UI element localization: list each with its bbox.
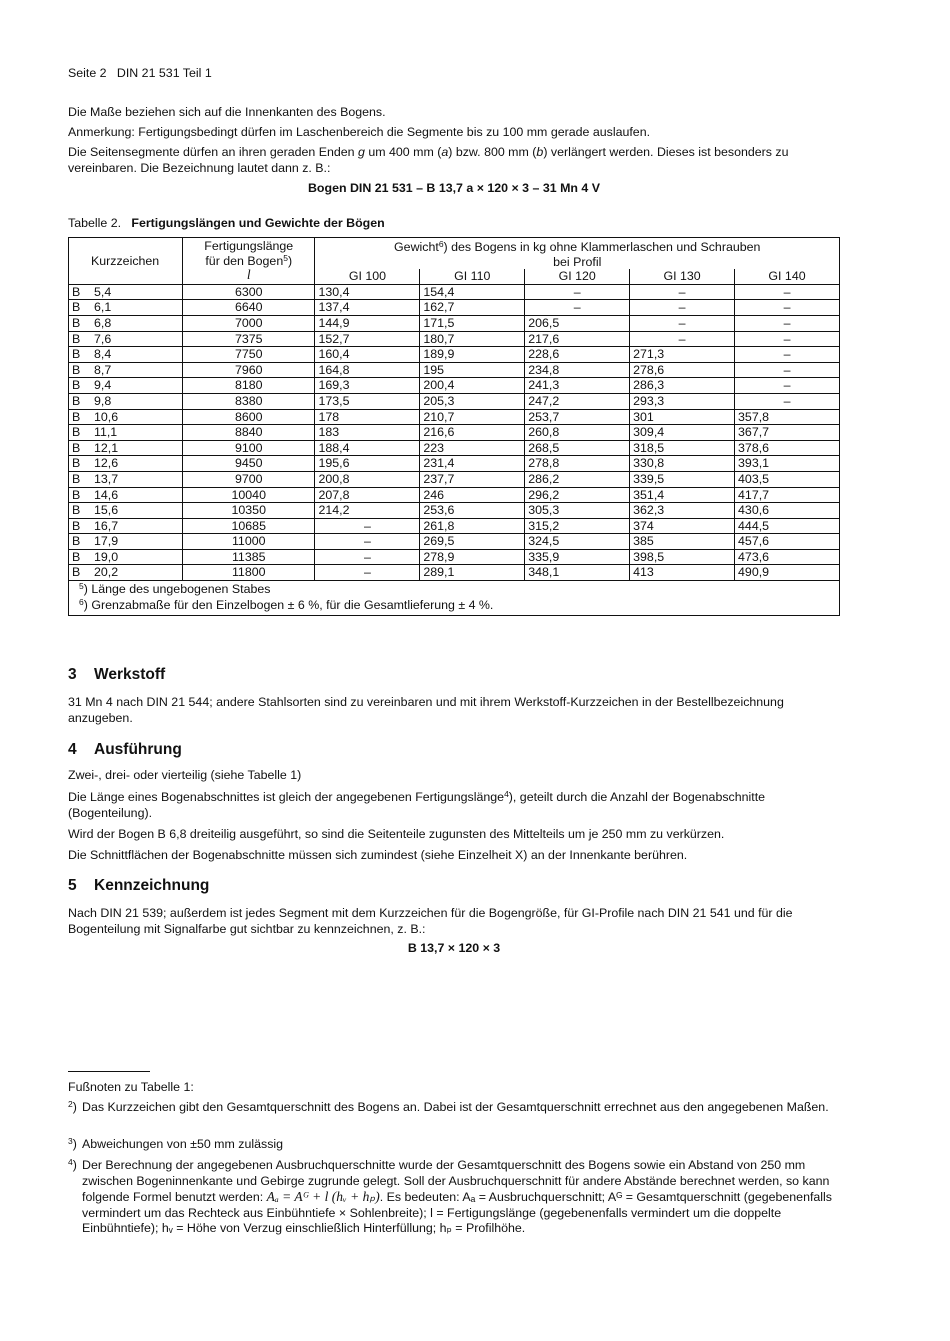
- cell-fertigungslaenge: 7960: [183, 362, 315, 378]
- table-row: [69, 565, 840, 581]
- cell-kurzzeichen: B 6,1: [69, 300, 183, 316]
- table-row: [69, 549, 840, 565]
- cell-fertigungslaenge: 9700: [183, 471, 315, 487]
- table-row: [69, 471, 840, 487]
- cell-gewicht-gi-120: 335,9: [525, 549, 630, 565]
- table-fertigungslaengen: [68, 237, 840, 616]
- cell-gewicht-gi-110: 237,7: [420, 471, 525, 487]
- table-row: [69, 315, 840, 331]
- section-4-paragraph-3: Wird der Bogen B 6,8 dreiteilig ausgeführt, so sind die Seitenteile zugunsten des Mittelteils um je 250 mm zu verkürzen.: [68, 827, 725, 841]
- cell-gewicht-gi-120: 247,2: [525, 393, 630, 409]
- table-row: [69, 378, 840, 394]
- cell-gewicht-gi-130: –: [630, 315, 735, 331]
- cell-gewicht-gi-110: 200,4: [420, 378, 525, 394]
- cell-gewicht-gi-130: –: [630, 284, 735, 300]
- section-4-heading: 4 Ausführung: [68, 741, 182, 758]
- cell-fertigungslaenge: 9100: [183, 440, 315, 456]
- cell-gewicht-gi-110: 289,1: [420, 565, 525, 581]
- header-fertigungslaenge: Fertigungslänge für den Bogen$^5$) l: [183, 238, 315, 285]
- cell-gewicht-gi-100: –: [315, 565, 420, 581]
- cell-gewicht-gi-130: 413: [630, 565, 735, 581]
- cell-gewicht-gi-110: 189,9: [420, 347, 525, 363]
- cell-gewicht-gi-120: 296,2: [525, 487, 630, 503]
- cell-kurzzeichen: B 9,8: [69, 393, 183, 409]
- cell-kurzzeichen: B 9,4: [69, 378, 183, 394]
- table-header-row-1: [69, 238, 840, 255]
- footnote-2: $^2$) Das Kurzzeichen gibt den Gesamtquerschnitt des Bogens an. Dabei ist der Gesamtquerschnitt errechnet aus den angegebenen Maßen.: [68, 1099, 829, 1114]
- table-row: [69, 425, 840, 441]
- cell-gewicht-gi-130: –: [630, 300, 735, 316]
- section-5-heading: 5 Kennzeichnung: [68, 877, 210, 894]
- cell-gewicht-gi-120: 241,3: [525, 378, 630, 394]
- cell-fertigungslaenge: 11385: [183, 549, 315, 565]
- cell-gewicht-gi-100: –: [315, 534, 420, 550]
- cell-gewicht-gi-140: 367,7: [735, 425, 840, 441]
- table-footnote-5: $^5$) Länge des ungebogenen Stabes: [69, 581, 840, 598]
- cell-gewicht-gi-120: 348,1: [525, 565, 630, 581]
- cell-fertigungslaenge: 11000: [183, 534, 315, 550]
- cell-gewicht-gi-140: –: [735, 300, 840, 316]
- cell-fertigungslaenge: 10040: [183, 487, 315, 503]
- table-row: [69, 393, 840, 409]
- cell-gewicht-gi-100: –: [315, 518, 420, 534]
- cell-gewicht-gi-110: 246: [420, 487, 525, 503]
- cell-kurzzeichen: B 12,1: [69, 440, 183, 456]
- cell-gewicht-gi-140: 357,8: [735, 409, 840, 425]
- cell-gewicht-gi-110: 205,3: [420, 393, 525, 409]
- cell-gewicht-gi-100: 195,6: [315, 456, 420, 472]
- footnotes-heading: Fußnoten zu Tabelle 1:: [68, 1080, 194, 1094]
- cell-gewicht-gi-140: –: [735, 378, 840, 394]
- table-row: [69, 300, 840, 316]
- cell-gewicht-gi-110: 223: [420, 440, 525, 456]
- cell-gewicht-gi-140: 490,9: [735, 565, 840, 581]
- cell-gewicht-gi-100: 214,2: [315, 503, 420, 519]
- table-row: [69, 284, 840, 300]
- cell-gewicht-gi-120: 315,2: [525, 518, 630, 534]
- section-5-example: B 13,7 × 120 × 3: [407, 941, 501, 955]
- cell-kurzzeichen: B 5,4: [69, 284, 183, 300]
- cell-gewicht-gi-120: 253,7: [525, 409, 630, 425]
- cell-gewicht-gi-130: 330,8: [630, 456, 735, 472]
- cell-gewicht-gi-120: 260,8: [525, 425, 630, 441]
- intro-paragraph-2: Anmerkung: Fertigungsbedingt dürfen im Laschenbereich die Segmente bis zu 100 mm gerade auslaufen.: [68, 125, 651, 139]
- cell-gewicht-gi-130: 385: [630, 534, 735, 550]
- cell-kurzzeichen: B 16,7: [69, 518, 183, 534]
- cell-fertigungslaenge: 6640: [183, 300, 315, 316]
- cell-gewicht-gi-100: 169,3: [315, 378, 420, 394]
- table-footnote-6: $^6$) Grenzabmaße für den Einzelbogen ± 6 %, für die Gesamtlieferung ± 4 %.: [69, 598, 840, 616]
- cell-gewicht-gi-140: 393,1: [735, 456, 840, 472]
- cell-fertigungslaenge: 8600: [183, 409, 315, 425]
- cell-gewicht-gi-140: –: [735, 331, 840, 347]
- cell-gewicht-gi-140: –: [735, 362, 840, 378]
- cell-gewicht-gi-100: 152,7: [315, 331, 420, 347]
- cell-kurzzeichen: B 11,1: [69, 425, 183, 441]
- cell-gewicht-gi-120: 305,3: [525, 503, 630, 519]
- cell-gewicht-gi-110: 180,7: [420, 331, 525, 347]
- cell-gewicht-gi-130: 301: [630, 409, 735, 425]
- cell-fertigungslaenge: 11800: [183, 565, 315, 581]
- cell-gewicht-gi-100: 160,4: [315, 347, 420, 363]
- table-row: [69, 362, 840, 378]
- cell-gewicht-gi-100: 183: [315, 425, 420, 441]
- cell-gewicht-gi-120: –: [525, 300, 630, 316]
- table-row: [69, 503, 840, 519]
- cell-gewicht-gi-130: 309,4: [630, 425, 735, 441]
- cell-gewicht-gi-100: 144,9: [315, 315, 420, 331]
- cell-gewicht-gi-140: 378,6: [735, 440, 840, 456]
- cell-gewicht-gi-120: 234,8: [525, 362, 630, 378]
- table-row: [69, 534, 840, 550]
- cell-fertigungslaenge: 7375: [183, 331, 315, 347]
- cell-gewicht-gi-110: 261,8: [420, 518, 525, 534]
- section-4-paragraph-1: Zwei-, drei- oder vierteilig (siehe Tabelle 1): [68, 768, 302, 782]
- cell-gewicht-gi-130: 286,3: [630, 378, 735, 394]
- cell-gewicht-gi-140: –: [735, 315, 840, 331]
- section-3-heading: 3 Werkstoff: [68, 666, 166, 683]
- section-4-paragraph-2: Die Länge eines Bogenabschnittes ist gleich der angegebenen Fertigungslänge$^4$), geteilt durch die Anzahl der Bogenabschnitte (Bogenteilung).: [68, 789, 766, 820]
- header-profile-gi-130: GI 130: [630, 269, 735, 284]
- cell-gewicht-gi-110: 231,4: [420, 456, 525, 472]
- cell-gewicht-gi-120: 206,5: [525, 315, 630, 331]
- cell-gewicht-gi-100: –: [315, 549, 420, 565]
- cell-gewicht-gi-110: 269,5: [420, 534, 525, 550]
- header-kurzzeichen: Kurzzeichen: [69, 238, 183, 285]
- footnote-4: $^4$) Der Berechnung der angegebenen Ausbruchquerschnitte wurde der Gesamtquerschnitt des Bogens sowie ein Abstand von 250 mm zwischen Bogeninnenkante und Gebirge zugrunde gelegt. Soll der Ausbruchquerschnitt für andere Abstände berechnet werden, so kann folgende Formel benutzt werden: Aₐ = Aᴳ + l (hᵥ + hₚ). Es bedeuten: Aₐ = Ausbruchquerschnitt; Aᴳ = Gesamtquerschnitt (gegebenenfalls vermindert um das Rechteck aus Einbühntiefe × Sohlenbreite); l = Fertigungslänge (gegebenenfalls vermindert um die doppelte Einbühntiefe); hᵥ = Höhe von Verzug einschließlich Hinterfüllung; hₚ = Profilhöhe.: [68, 1157, 832, 1235]
- cell-gewicht-gi-130: 339,5: [630, 471, 735, 487]
- cell-gewicht-gi-120: 286,2: [525, 471, 630, 487]
- header-profile-gi-110: GI 110: [420, 269, 525, 284]
- cell-gewicht-gi-100: 137,4: [315, 300, 420, 316]
- intro-paragraph-3: Die Seitensegmente dürfen an ihren geraden Enden g um 400 mm (a) bzw. 800 mm (b) verlängert werden. Dieses ist besonders zu vereinbaren. Die Bezeichnung lautet dann z. B.:: [68, 145, 789, 175]
- table-row: [69, 456, 840, 472]
- header-profile-gi-120: GI 120: [525, 269, 630, 284]
- section-5-paragraph: Nach DIN 21 539; außerdem ist jedes Segment mit dem Kurzzeichen für die Bogengröße, für GI-Profile nach DIN 21 541 und für die Bogenteilung mit Signalfarbe gut sichtbar zu kennzeichnen, z. B.:: [68, 906, 793, 936]
- cell-gewicht-gi-130: 398,5: [630, 549, 735, 565]
- cell-gewicht-gi-120: 268,5: [525, 440, 630, 456]
- cell-kurzzeichen: B 6,8: [69, 315, 183, 331]
- footnote-rule: [68, 1071, 150, 1072]
- cell-gewicht-gi-110: 171,5: [420, 315, 525, 331]
- formula-ausbruchquerschnitt: Aₐ = Aᴳ + l (hᵥ + hₚ): [266, 1189, 380, 1204]
- cell-fertigungslaenge: 7750: [183, 347, 315, 363]
- cell-gewicht-gi-100: 188,4: [315, 440, 420, 456]
- intro-paragraph-1: Die Maße beziehen sich auf die Innenkanten des Bogens.: [68, 105, 386, 119]
- cell-kurzzeichen: B 12,6: [69, 456, 183, 472]
- example-designation: Bogen DIN 21 531 – B 13,7 a × 120 × 3 – 31 Mn 4 V: [307, 181, 601, 195]
- cell-kurzzeichen: B 15,6: [69, 503, 183, 519]
- cell-fertigungslaenge: 8840: [183, 425, 315, 441]
- cell-kurzzeichen: B 10,6: [69, 409, 183, 425]
- cell-gewicht-gi-110: 278,9: [420, 549, 525, 565]
- section-3-paragraph: 31 Mn 4 nach DIN 21 544; andere Stahlsorten sind zu vereinbaren und mit ihrem Werkstoff-Kurzzeichen in der Bestellbezeichnung anzugeben.: [68, 695, 784, 725]
- cell-gewicht-gi-110: 154,4: [420, 284, 525, 300]
- cell-gewicht-gi-140: 430,6: [735, 503, 840, 519]
- table-row: [69, 331, 840, 347]
- cell-gewicht-gi-100: 164,8: [315, 362, 420, 378]
- cell-gewicht-gi-130: 351,4: [630, 487, 735, 503]
- table-caption: Tabelle 2. Fertigungslängen und Gewichte der Bögen: [68, 216, 385, 230]
- cell-gewicht-gi-140: –: [735, 284, 840, 300]
- cell-gewicht-gi-110: 162,7: [420, 300, 525, 316]
- cell-kurzzeichen: B 14,6: [69, 487, 183, 503]
- header-gewicht: Gewicht$^6$) des Bogens in kg ohne Klammerlaschen und Schrauben: [315, 238, 840, 255]
- table-row: [69, 487, 840, 503]
- cell-kurzzeichen: B 7,6: [69, 331, 183, 347]
- header-profile-gi-140: GI 140: [735, 269, 840, 284]
- cell-gewicht-gi-140: 457,6: [735, 534, 840, 550]
- cell-gewicht-gi-140: 403,5: [735, 471, 840, 487]
- running-head: Seite 2 DIN 21 531 Teil 1: [68, 66, 212, 80]
- cell-fertigungslaenge: 6300: [183, 284, 315, 300]
- cell-gewicht-gi-140: 444,5: [735, 518, 840, 534]
- cell-gewicht-gi-130: 293,3: [630, 393, 735, 409]
- cell-kurzzeichen: B 8,4: [69, 347, 183, 363]
- cell-gewicht-gi-140: 473,6: [735, 549, 840, 565]
- cell-gewicht-gi-120: 324,5: [525, 534, 630, 550]
- cell-kurzzeichen: B 8,7: [69, 362, 183, 378]
- cell-gewicht-gi-130: 374: [630, 518, 735, 534]
- cell-gewicht-gi-110: 195: [420, 362, 525, 378]
- cell-fertigungslaenge: 9450: [183, 456, 315, 472]
- cell-gewicht-gi-120: 217,6: [525, 331, 630, 347]
- footnote-3: $^3$) Abweichungen von ±50 mm zulässig: [68, 1136, 284, 1151]
- cell-gewicht-gi-140: 417,7: [735, 487, 840, 503]
- table-row: [69, 518, 840, 534]
- cell-kurzzeichen: B 13,7: [69, 471, 183, 487]
- cell-gewicht-gi-130: 271,3: [630, 347, 735, 363]
- cell-kurzzeichen: B 19,0: [69, 549, 183, 565]
- cell-gewicht-gi-130: –: [630, 331, 735, 347]
- table-row: [69, 347, 840, 363]
- cell-gewicht-gi-120: 278,8: [525, 456, 630, 472]
- cell-fertigungslaenge: 10350: [183, 503, 315, 519]
- cell-kurzzeichen: B 20,2: [69, 565, 183, 581]
- header-profile-gi-100: GI 100: [315, 269, 420, 284]
- cell-fertigungslaenge: 8380: [183, 393, 315, 409]
- cell-fertigungslaenge: 7000: [183, 315, 315, 331]
- cell-gewicht-gi-130: 318,5: [630, 440, 735, 456]
- cell-gewicht-gi-100: 173,5: [315, 393, 420, 409]
- cell-gewicht-gi-120: –: [525, 284, 630, 300]
- cell-gewicht-gi-130: 278,6: [630, 362, 735, 378]
- cell-gewicht-gi-100: 200,8: [315, 471, 420, 487]
- cell-gewicht-gi-100: 178: [315, 409, 420, 425]
- cell-fertigungslaenge: 8180: [183, 378, 315, 394]
- cell-gewicht-gi-140: –: [735, 347, 840, 363]
- cell-gewicht-gi-130: 362,3: [630, 503, 735, 519]
- cell-kurzzeichen: B 17,9: [69, 534, 183, 550]
- section-4-paragraph-4: Die Schnittflächen der Bogenabschnitte müssen sich zumindest (siehe Einzelheit X) an der Innenkante berühren.: [68, 848, 688, 862]
- cell-gewicht-gi-110: 216,6: [420, 425, 525, 441]
- cell-gewicht-gi-100: 207,8: [315, 487, 420, 503]
- table-row: [69, 409, 840, 425]
- cell-gewicht-gi-140: –: [735, 393, 840, 409]
- cell-gewicht-gi-100: 130,4: [315, 284, 420, 300]
- cell-gewicht-gi-110: 253,6: [420, 503, 525, 519]
- header-bei-profil: bei Profil: [315, 255, 840, 270]
- cell-gewicht-gi-120: 228,6: [525, 347, 630, 363]
- table-row: [69, 440, 840, 456]
- cell-fertigungslaenge: 10685: [183, 518, 315, 534]
- cell-gewicht-gi-110: 210,7: [420, 409, 525, 425]
